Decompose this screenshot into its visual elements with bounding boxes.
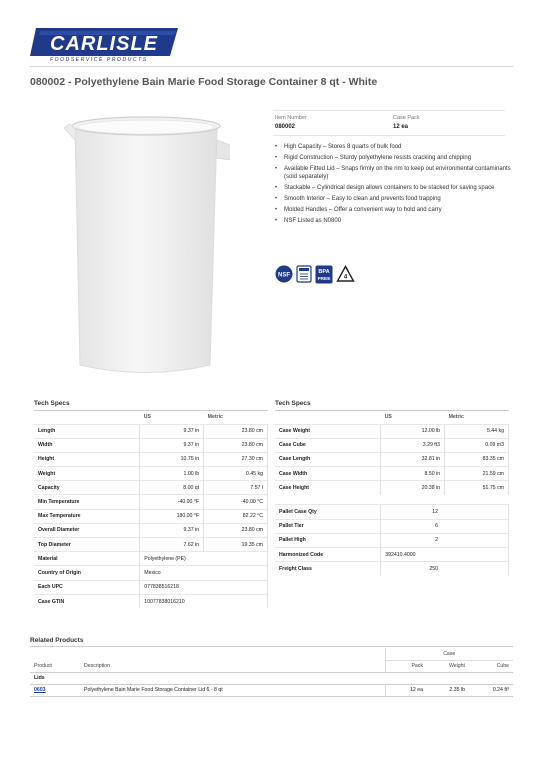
- spec-us-value: 8.00 qt: [140, 481, 204, 495]
- spec-value: 077838516218: [140, 580, 268, 594]
- spec-key: Width: [34, 438, 140, 452]
- spec-value: Polyethylene (PE): [140, 552, 268, 566]
- feature-item: • Stackable – Cylindrical design allows containers to be stacked for saving space: [275, 184, 515, 192]
- dishwasher-safe-icon: [296, 265, 312, 283]
- spec-metric-value: 82.22 °C: [204, 509, 268, 523]
- pack-column-header: Pack: [385, 660, 427, 672]
- spec-key: Case Weight: [275, 424, 381, 438]
- table-row: [34, 452, 268, 466]
- spec-value: 250: [381, 562, 509, 576]
- table-row: [34, 467, 268, 481]
- feature-item: • Smooth Interior – Easy to clean and prevents food trapping: [275, 195, 515, 203]
- spec-us-value: -40.00 °F: [140, 495, 204, 509]
- table-row: [34, 424, 268, 438]
- spec-metric-value: -40.00 °C: [204, 495, 268, 509]
- us-column-header: US: [143, 414, 151, 421]
- spec-metric-value: 83.35 cm: [445, 452, 509, 466]
- cube-column-header: Cube: [496, 663, 509, 669]
- table-row: [275, 424, 509, 438]
- bpa-free-icon: [315, 265, 333, 284]
- category-row: [30, 672, 513, 684]
- spec-key: Length: [34, 424, 140, 438]
- feature-item: • NSF Listed as N0800: [275, 217, 515, 225]
- logo-tagline: FOODSERVICE PRODUCTS: [50, 57, 148, 63]
- related-products-table: [30, 648, 513, 697]
- related-product-link[interactable]: 0603: [34, 687, 46, 693]
- feature-item: • High Capacity – Stores 8 quarts of bulk food: [275, 143, 515, 151]
- case-specs-table: [275, 411, 509, 576]
- spec-value: 10077838016210: [140, 594, 268, 608]
- spec-metric-value: 0.45 kg: [204, 467, 268, 481]
- table-row: [34, 538, 268, 552]
- table-row: [34, 552, 268, 566]
- metric-column-header: Metric: [448, 414, 464, 421]
- related-description: Polyethylene Bain Marie Food Storage Container Lid 6 - 8 qt: [84, 687, 223, 693]
- related-cube: 0.24 ft³: [492, 687, 509, 693]
- spec-metric-value: 19.35 cm: [204, 538, 268, 552]
- table-row: [275, 533, 509, 547]
- table-row: [34, 523, 268, 537]
- spec-key: Case GTIN: [34, 594, 140, 608]
- us-column-header: US: [384, 414, 392, 421]
- table-row: [275, 505, 509, 519]
- spec-us-value: 12.00 lb: [381, 424, 445, 438]
- table-header-group-row: [30, 648, 513, 660]
- tech-specs-title: Tech Specs: [34, 400, 70, 407]
- spec-key: Overall Diameter: [34, 523, 140, 537]
- metric-column-header: Metric: [207, 414, 223, 421]
- spec-us-value: 32.81 in: [381, 452, 445, 466]
- svg-text:CARLISLE: CARLISLE: [50, 33, 158, 55]
- spec-metric-value: 23.80 cm: [204, 424, 268, 438]
- table-row: [34, 594, 268, 608]
- item-number-label: Item Number: [275, 115, 307, 121]
- header-divider: [30, 66, 513, 67]
- table-row: [275, 438, 509, 452]
- spec-us-value: 3.29 ft3: [381, 438, 445, 452]
- spec-key: Pallet Tier: [275, 519, 381, 533]
- spec-key: Case Cube: [275, 438, 381, 452]
- spec-key: Min Temperature: [34, 495, 140, 509]
- spec-key: Each UPC: [34, 580, 140, 594]
- spec-key: Material: [34, 552, 140, 566]
- spec-key: Freight Class: [275, 562, 381, 576]
- table-row: [275, 481, 509, 495]
- item-number-value: 080002: [275, 124, 296, 130]
- spec-value: 12: [381, 505, 509, 519]
- spec-us-value: 7.62 in: [140, 538, 204, 552]
- svg-text:BPA: BPA: [318, 269, 330, 275]
- related-divider: [30, 646, 513, 647]
- table-row: [34, 438, 268, 452]
- product-image: [60, 110, 230, 380]
- nsf-icon: [275, 265, 293, 283]
- case-group-header: Case: [385, 648, 513, 660]
- spec-us-value: 9.37 in: [140, 523, 204, 537]
- related-product-cell: [30, 684, 80, 696]
- spec-us-value: 9.37 in: [140, 438, 204, 452]
- table-row: [275, 519, 509, 533]
- spec-key: Max Temperature: [34, 509, 140, 523]
- tech-specs-table: [34, 411, 268, 608]
- spec-metric-value: 5.44 kg: [445, 424, 509, 438]
- table-row: [34, 495, 268, 509]
- table-row: [275, 452, 509, 466]
- spec-key: Country of Origin: [34, 566, 140, 580]
- table-row: [34, 481, 268, 495]
- feature-item: • Available Fitted Lid – Snaps firmly on the rim to keep out environmental contaminants (sold separately): [275, 165, 515, 181]
- spec-key: Capacity: [34, 481, 140, 495]
- table-row: [34, 580, 268, 594]
- table-row: [30, 684, 513, 696]
- feature-list: [275, 143, 515, 228]
- spec-key: Case Width: [275, 467, 381, 481]
- feature-item: • Rigid Construction – Sturdy polyethylene resists cracking and chipping: [275, 154, 515, 162]
- spec-key: Harmonized Code: [275, 548, 381, 562]
- spec-key: Case Length: [275, 452, 381, 466]
- recycle-icon: [336, 265, 355, 283]
- description-column-header: Description: [84, 662, 110, 669]
- spec-metric-value: 23.80 cm: [204, 523, 268, 537]
- spec-us-value: 9.37 in: [140, 424, 204, 438]
- table-row: [275, 562, 509, 576]
- svg-text:4: 4: [343, 274, 348, 281]
- spec-us-value: 8.50 in: [381, 467, 445, 481]
- case-pack-value: 12 ea: [393, 124, 409, 130]
- spec-us-value: 180.00 °F: [140, 509, 204, 523]
- related-products-title: Related Products: [30, 637, 84, 644]
- case-pack-label: Case Pack: [393, 115, 420, 121]
- spec-us-value: 20.38 in: [381, 481, 445, 495]
- table-row: [34, 566, 268, 580]
- table-header-row: [275, 411, 509, 424]
- spec-value: 2: [381, 533, 509, 547]
- spec-key: Case Height: [275, 481, 381, 495]
- table-row: [275, 467, 509, 481]
- spec-key: Pallet Case Qty: [275, 505, 381, 519]
- category-label: Lids: [34, 675, 45, 681]
- spec-value: Mexico: [140, 566, 268, 580]
- spec-metric-value: 7.57 l: [204, 481, 268, 495]
- item-meta: [273, 110, 505, 136]
- product-title: 080002 - Polyethylene Bain Marie Food Storage Container 8 qt - White: [30, 76, 378, 88]
- spec-key: Weight: [34, 467, 140, 481]
- spec-value: 392410.4000: [381, 548, 509, 562]
- table-row: [34, 509, 268, 523]
- spec-us-value: 1.00 lb: [140, 467, 204, 481]
- related-weight: 2.35 lb: [449, 687, 465, 693]
- table-row: [275, 548, 509, 562]
- spec-metric-value: 21.59 cm: [445, 467, 509, 481]
- table-header-row: [30, 660, 513, 672]
- svg-text:FREE: FREE: [317, 277, 331, 282]
- spec-metric-value: 27.30 cm: [204, 452, 268, 466]
- case-specs-title: Tech Specs: [275, 400, 311, 407]
- spec-us-value: 10.75 in: [140, 452, 204, 466]
- weight-column-header: Weight: [448, 663, 465, 669]
- product-column-header: Product: [34, 662, 52, 669]
- svg-text:NSF: NSF: [278, 272, 290, 279]
- spec-metric-value: 0.09 m3: [445, 438, 509, 452]
- spec-value: 6: [381, 519, 509, 533]
- spec-metric-value: 23.80 cm: [204, 438, 268, 452]
- table-header-row: [34, 411, 268, 424]
- spec-key: Top Diameter: [34, 538, 140, 552]
- feature-item: • Molded Handles – Offer a convenient way to hold and carry: [275, 206, 515, 214]
- related-pack: 12 ea: [385, 684, 427, 696]
- spec-key: Height: [34, 452, 140, 466]
- spec-key: Pallet High: [275, 533, 381, 547]
- spec-metric-value: 51.75 cm: [445, 481, 509, 495]
